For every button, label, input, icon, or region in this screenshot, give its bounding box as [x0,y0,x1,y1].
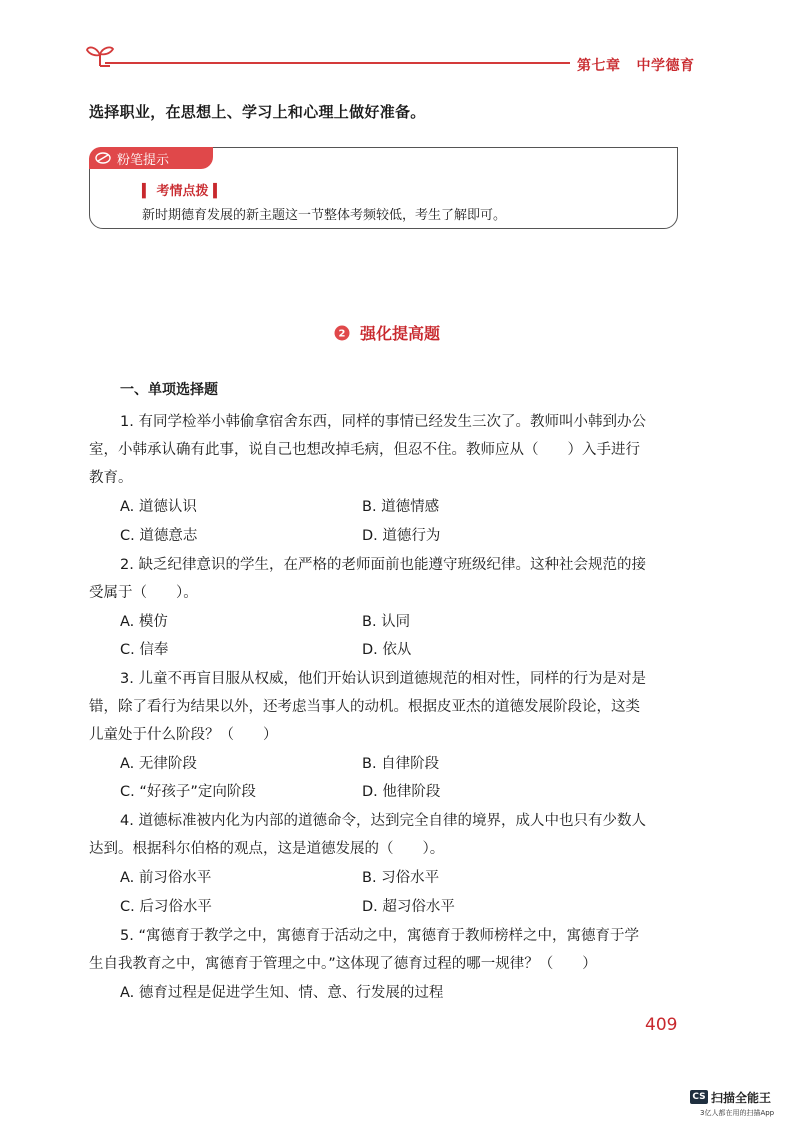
question-1-option-c: C. 道德意志 [120,528,198,544]
question-3-option-c: C. “好孩子”定向阶段 [120,784,256,800]
question-2-option-d: D. 依从 [362,642,412,658]
question-1-option-a: A. 道德认识 [120,499,197,515]
chalk-icon [95,150,111,166]
question-2-option-c: C. 信奉 [120,642,169,658]
question-5-line-2: 生自我教育之中，寓德育于管理之中。”这体现了德育过程的哪一规律？（ ） [89,956,597,972]
header-rule [105,62,570,64]
section-title [334,321,440,344]
scanner-tagline: 3亿人都在用的扫描App [700,1109,775,1117]
chapter-header [577,55,695,75]
question-4-option-d: D. 超习俗水平 [362,899,455,915]
question-2-option-a: A. 模仿 [120,614,168,630]
question-3-option-d: D. 他律阶段 [362,784,441,800]
tip-subtitle: ▍ 考情点拨 ▍ [142,184,224,199]
scanner-logo-icon: CS [690,1090,708,1104]
question-2-option-b: B. 认同 [362,614,411,630]
question-1-line-1: 1. 有同学检举小韩偷拿宿舍东西，同样的事情已经发生三次了。教师叫小韩到办公 [120,414,646,430]
part-heading: 一、单项选择题 [120,382,218,398]
tip-tab [89,147,213,169]
tip-subtitle-text: 考情点拨 [156,184,209,199]
question-5-line-1: 5. “寓德育于教学之中，寓德育于活动之中，寓德育于教师榜样之中，寓德育于学 [120,928,639,944]
sprout-icon [84,42,116,68]
tip-tab-label: 粉笔提示 [117,152,170,168]
question-1-line-3: 教育。 [89,470,133,486]
chapter-label: 第七章 [577,58,621,74]
question-3-line-1: 3. 儿童不再盲目服从权威，他们开始认识到道德规范的相对性，同样的行为是对是 [120,671,646,687]
question-3-line-2: 错，除了看行为结果以外，还考虑当事人的动机。根据皮亚杰的道德发展阶段论，这类 [89,699,640,715]
intro-text: 选择职业，在思想上、学习上和心理上做好准备。 [89,103,426,121]
question-4-option-a: A. 前习俗水平 [120,870,212,886]
question-2-line-1: 2. 缺乏纪律意识的学生，在严格的老师面前也能遵守班级纪律。这种社会规范的接 [120,557,646,573]
question-2-line-2: 受属于（ ）。 [89,585,198,601]
question-4-line-2: 达到。根据科尔伯格的观点，这是道德发展的（ ）。 [89,841,445,857]
section-number-icon [334,325,350,341]
question-1-option-d: D. 道德行为 [362,528,441,544]
tip-text: 新时期德育发展的新主题这一节整体考频较低，考生了解即可。 [142,208,507,223]
question-4-line-1: 4. 道德标准被内化为内部的道德命令，达到完全自律的境界，成人中也只有少数人 [120,813,646,829]
question-5-option-a: A. 德育过程是促进学生知、情、意、行发展的过程 [120,985,444,1001]
scanner-name: 扫描全能王 [711,1091,772,1105]
chapter-section: 中学德育 [636,58,695,74]
question-3-option-b: B. 自律阶段 [362,756,440,772]
question-3-line-3: 儿童处于什么阶段？（ ） [89,727,278,743]
question-3-option-a: A. 无律阶段 [120,756,197,772]
question-1-option-b: B. 道德情感 [362,499,440,515]
question-1-line-2: 室，小韩承认确有此事，说自己也想改掉毛病，但忍不住。教师应从（ ）入手进行 [89,442,640,458]
section-title-text: 强化提高题 [360,324,441,343]
page-number: 409 [645,1015,678,1035]
question-4-option-b: B. 习俗水平 [362,870,440,886]
svg-text:2: 2 [338,328,346,339]
question-4-option-c: C. 后习俗水平 [120,899,212,915]
